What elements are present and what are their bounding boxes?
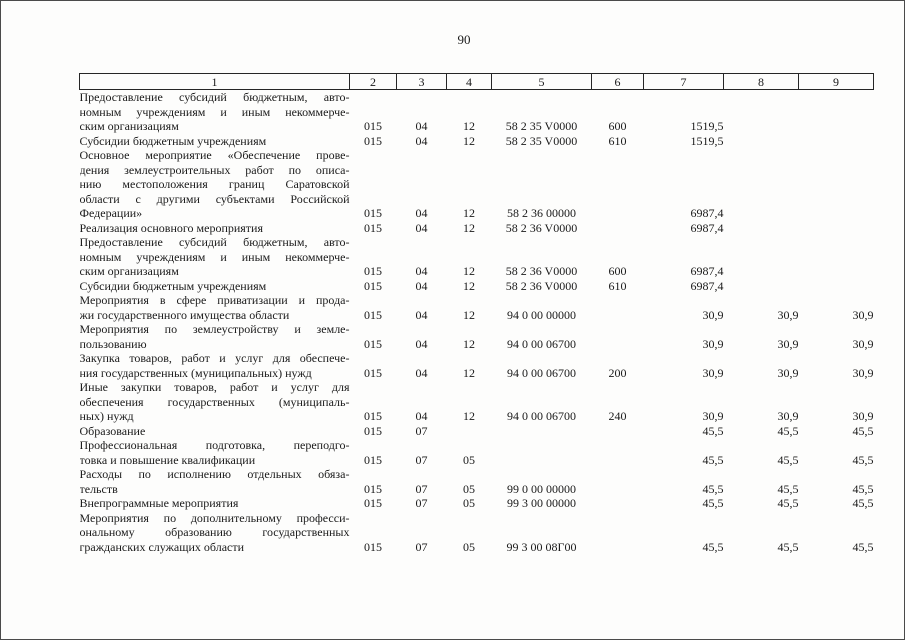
column-header-9: 9 [799,74,874,90]
cell-target-article-code: 58 2 35 V0000 [505,119,578,133]
row-title-line: Иные закупки товаров, работ и услуг для [79,380,350,394]
cell-subsection-code: 12 [463,206,475,220]
cell-target-article-code: 58 2 36 V0000 [505,278,578,293]
cell-target-article-code [492,438,592,467]
table-row [80,322,874,351]
cell-amount-year2: 45,5 [777,452,799,467]
cell-amount-year2: 45,5 [777,539,799,554]
cell-amount-year1: 1519,5 [690,119,724,133]
cell-target-article-code: 99 3 00 00000 [507,496,576,510]
cell-expense-type-code [592,322,644,351]
row-title-line: Расходы по исполнению отдельных обяза- [79,467,350,481]
cell-grbs-code: 015 [364,423,382,438]
row-title-line: области с другими субъектами Российской [79,191,350,206]
cell-grbs-code: 015 [364,336,382,351]
cell-name [80,380,350,424]
cell-amount-year3 [799,134,874,149]
cell-amount-year3: 30,9 [852,307,874,322]
row-title-line: гражданских служащих области [79,539,245,554]
cell-amount-year1: 6987,4 [690,220,724,235]
cell-subsection-code: 12 [463,119,475,133]
cell-amount-year3: 30,9 [852,365,874,380]
row-title-line: номным учреждениям и иным некоммерче- [79,104,350,119]
cell-amount-year1: 1519,5 [690,133,724,148]
cell-name [80,293,350,322]
cell-amount-year1: 6987,4 [690,264,724,278]
cell-section-code: 04 [415,264,428,278]
cell-amount-year3: 45,5 [852,481,874,496]
table-row [80,90,874,134]
cell-name [80,235,350,279]
row-title-line: номным учреждениям и иным некоммерче- [79,249,350,264]
cell-name [80,322,350,351]
cell-subsection-code: 12 [463,264,475,278]
row-title-line: Профессиональная подготовка, переподго- [79,438,350,452]
cell-amount-year2: 30,9 [777,409,799,423]
cell-name [80,351,350,380]
cell-subsection-code: 12 [463,336,475,351]
cell-amount-year1: 45,5 [702,496,724,510]
cell-amount-year3: 45,5 [852,496,874,510]
cell-expense-type-code [592,511,644,555]
cell-name [80,424,350,439]
cell-amount-year2 [724,90,799,134]
cell-subsection-code: 05 [463,481,475,496]
cell-amount-year3 [799,148,874,221]
row-title-line: Реализация основного мероприятия [79,220,263,235]
row-title-line: товка и повышение квалификации [79,452,256,467]
cell-name [80,511,350,555]
cell-expense-type-code: 600 [608,119,627,133]
page-number: 90 [457,32,471,47]
cell-grbs-code: 015 [364,539,382,554]
row-title-line: Субсидии бюджетным учреждениям [79,278,267,293]
cell-amount-year3: 45,5 [852,452,874,467]
cell-subsection-code: 12 [463,365,475,380]
row-title-line: Мероприятия по дополнительному професси- [79,510,350,525]
cell-target-article-code [492,424,592,439]
cell-section-code: 04 [415,133,428,148]
cell-subsection-code: 12 [463,307,475,322]
cell-amount-year2: 45,5 [777,423,799,438]
cell-target-article-code: 58 2 36 V0000 [505,220,578,235]
cell-grbs-code: 015 [364,496,382,510]
cell-name [80,134,350,149]
cell-amount-year2: 30,9 [777,365,799,380]
cell-grbs-code: 015 [364,278,382,293]
cell-amount-year3: 45,5 [852,539,874,554]
row-title-line: обеспечения государственных (муниципаль- [79,394,350,409]
cell-section-code: 04 [415,206,428,220]
cell-expense-type-code: 240 [608,409,627,423]
cell-subsection-code: 05 [463,452,475,467]
row-title-line: ским организациям [79,264,179,278]
cell-subsection-code: 05 [463,496,475,510]
row-title-line: ским организациям [79,119,179,133]
table-row [80,496,874,511]
column-header-7: 7 [644,74,724,90]
cell-expense-type-code [592,496,644,511]
cell-grbs-code: 015 [364,452,382,467]
cell-expense-type-code [592,221,644,236]
cell-subsection-code: 12 [463,409,475,423]
cell-expense-type-code [592,467,644,496]
cell-target-article-code: 58 2 36 00000 [507,206,576,220]
cell-target-article-code: 99 3 00 08Г00 [506,539,577,554]
cell-amount-year1: 30,9 [702,336,724,351]
table-row [80,235,874,279]
cell-grbs-code: 015 [364,133,382,148]
table-row [80,279,874,294]
cell-target-article-code: 94 0 00 06700 [507,365,576,380]
cell-amount-year2 [724,221,799,236]
cell-subsection-code: 12 [463,220,475,235]
cell-amount-year2 [724,134,799,149]
cell-name [80,467,350,496]
row-title-line: Мероприятия в сфере приватизации и прода- [79,293,350,307]
cell-amount-year3 [799,90,874,134]
row-title-line: Закупка товаров, работ и услуг для обеспече- [79,351,350,365]
row-title-line: пользованию [79,336,147,351]
budget-table [79,73,874,554]
cell-amount-year2: 30,9 [777,336,799,351]
cell-name [80,148,350,221]
row-title-line: дения землеустроительных работ по описа- [79,162,350,177]
row-title-line: ных) нужд [79,409,134,423]
table-row [80,351,874,380]
cell-expense-type-code [592,293,644,322]
row-title-line: Мероприятия по землеустройству и земле- [79,322,350,336]
cell-target-article-code: 94 0 00 06700 [507,409,576,423]
row-title-line: нию местоположения границ Саратовской [79,177,350,191]
cell-section-code: 07 [415,539,428,554]
cell-name [80,221,350,236]
row-title-line: тельств [79,481,118,496]
cell-section-code: 07 [415,423,428,438]
cell-grbs-code: 015 [364,365,382,380]
cell-section-code: 04 [415,307,428,322]
cell-section-code: 04 [415,365,428,380]
cell-amount-year1: 6987,4 [690,278,724,293]
column-header-8: 8 [724,74,799,90]
cell-section-code: 07 [415,481,428,496]
table-header-row [80,74,874,90]
cell-target-article-code: 99 0 00 00000 [507,481,576,496]
table-row [80,467,874,496]
cell-expense-type-code: 610 [608,133,627,148]
cell-expense-type-code [592,424,644,439]
cell-amount-year1: 45,5 [702,423,724,438]
table-row [80,221,874,236]
cell-name [80,438,350,467]
cell-section-code: 04 [415,278,428,293]
cell-amount-year1: 45,5 [702,481,724,496]
cell-amount-year3 [799,235,874,279]
cell-amount-year3: 45,5 [852,423,874,438]
cell-amount-year2 [724,279,799,294]
column-header-2: 2 [350,74,397,90]
row-title-line: Федерации» [79,206,143,220]
cell-name [80,496,350,511]
cell-target-article-code: 94 0 00 06700 [507,336,576,351]
cell-section-code: 04 [415,119,428,133]
cell-amount-year2 [724,235,799,279]
cell-name [80,279,350,294]
cell-target-article-code: 94 0 00 00000 [507,307,576,322]
cell-amount-year1: 30,9 [702,365,724,380]
table-row [80,424,874,439]
cell-amount-year1: 30,9 [702,409,724,423]
cell-amount-year3 [799,221,874,236]
row-title-line: Образование [79,423,146,438]
cell-subsection-code [447,424,492,439]
cell-grbs-code: 015 [364,307,382,322]
cell-expense-type-code: 600 [608,264,627,278]
cell-section-code: 04 [415,220,428,235]
cell-amount-year1: 45,5 [702,452,724,467]
row-title-line: жи государственного имущества области [79,307,290,322]
table-row [80,511,874,555]
cell-expense-type-code: 200 [608,365,627,380]
cell-amount-year2: 30,9 [777,307,799,322]
row-title-line: ния государственных (муниципальных) нужд [79,365,312,380]
cell-amount-year2: 45,5 [777,496,799,510]
row-title-line: Предоставление субсидий бюджетным, авто- [79,235,350,249]
cell-section-code: 07 [415,496,428,510]
table-row [80,148,874,221]
cell-subsection-code: 05 [463,539,475,554]
column-header-3: 3 [397,74,447,90]
row-title-line: ональному образованию государственных [79,525,350,539]
cell-target-article-code: 58 2 35 V0000 [505,133,578,148]
cell-grbs-code: 015 [364,206,382,220]
cell-amount-year1: 30,9 [702,307,724,322]
cell-section-code: 04 [415,409,428,423]
cell-amount-year2: 45,5 [777,481,799,496]
cell-grbs-code: 015 [364,481,382,496]
column-header-5: 5 [492,74,592,90]
cell-subsection-code: 12 [463,278,475,293]
cell-name [80,90,350,134]
column-header-4: 4 [447,74,492,90]
cell-amount-year3 [799,279,874,294]
cell-amount-year2 [724,148,799,221]
cell-expense-type-code: 610 [608,278,627,293]
row-title-line: Субсидии бюджетным учреждениям [79,133,267,148]
cell-grbs-code: 015 [364,409,382,423]
cell-subsection-code: 12 [463,133,475,148]
table-row [80,438,874,467]
table-row [80,293,874,322]
cell-grbs-code: 015 [364,220,382,235]
cell-expense-type-code [592,148,644,221]
table-row [80,134,874,149]
cell-grbs-code: 015 [364,264,382,278]
cell-amount-year1: 45,5 [702,539,724,554]
row-title-line: Основное мероприятие «Обеспечение прове- [79,148,350,162]
cell-amount-year1: 6987,4 [690,206,724,220]
row-title-line: Предоставление субсидий бюджетным, авто- [79,90,350,104]
cell-amount-year3: 30,9 [852,409,874,423]
cell-grbs-code: 015 [364,119,382,133]
cell-section-code: 04 [415,336,428,351]
cell-expense-type-code [592,438,644,467]
column-header-6: 6 [592,74,644,90]
table-row [80,380,874,424]
cell-target-article-code: 58 2 36 V0000 [505,264,578,278]
cell-section-code: 07 [415,452,428,467]
column-header-1: 1 [80,74,350,90]
row-title-line: Внепрограммные мероприятия [79,496,239,510]
cell-amount-year3: 30,9 [852,336,874,351]
